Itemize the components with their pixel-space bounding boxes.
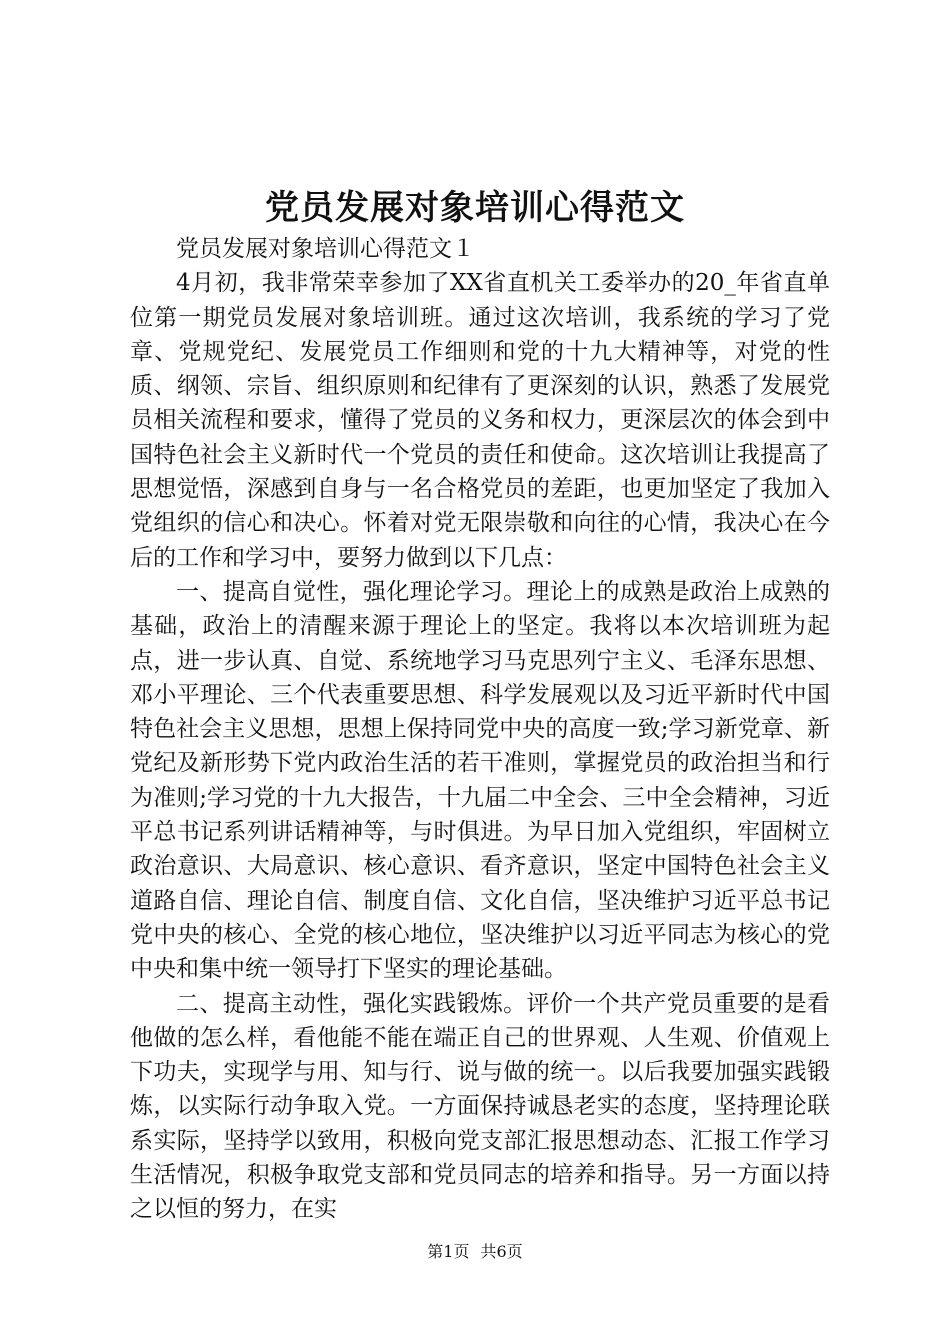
page-number: 第1页 — [427, 1242, 470, 1261]
paragraph-point-two: 二、提高主动性，强化实践锻炼。评价一个共产党员重要的是看他做的怎么样，看他能不能在端正自己的世界观、人生观、价值观上下功夫，实现学与用、知与行、说与做的统一。以后我要加强实践锻炼，以实际行动争取入党。一方面保持诚恳老实的态度，坚持理论联系实际，坚持学以致用，积极向党支部汇报思想动态、汇报工作学习生活情况，积极争取党支部和党员同志的培养和指导。另一方面以持之以恒的努力，在实 — [130, 990, 830, 1223]
paragraph-intro: 4月初，我非常荣幸参加了XX省直机关工委举办的20_年省直单位第一期党员发展对象培训班。通过这次培训，我系统的学习了党章、党规党纪、发展党员工作细则和党的十九大精神等，对党的性质、纲领、宗旨、组织原则和纪律有了更深刻的认识，熟悉了发展党员相关流程和要求，懂得了党员的义务和权力，更深层次的体会到中国特色社会主义新时代一个党员的责任和使命。这次培训让我提高了思想觉悟，深感到自身与一名合格党员的差距，也更加坚定了我加入党组织的信心和决心。怀着对党无限崇敬和向往的心情，我决心在今后的工作和学习中，要努力做到以下几点： — [130, 270, 830, 571]
document-title: 党员发展对象培训心得范文 — [265, 188, 685, 228]
paragraph-subtitle: 党员发展对象培训心得范文１ — [176, 236, 475, 262]
page-total: 共6页 — [480, 1242, 523, 1261]
page-footer — [0, 1242, 950, 1262]
document-body — [130, 232, 830, 1227]
paragraph-point-one: 一、提高自觉性，强化理论学习。理论上的成熟是政治上成熟的基础，政治上的清醒来源于理论上的坚定。我将以本次培训班为起点，进一步认真、自觉、系统地学习马克思列宁主义、毛泽东思想、邓小平理论、三个代表重要思想、科学发展观以及习近平新时代中国特色社会主义思想，思想上保持同党中央的高度一致;学习新党章、新党纪及新形势下党内政治生活的若干准则，掌握党员的政治担当和行为准则;学习党的十九大报告，十九届二中全会、三中全会精神，习近平总书记系列讲话精神等，与时俱进。为早日加入党组织，牢固树立政治意识、大局意识、核心意识、看齐意识，坚定中国特色社会主义道路自信、理论自信、制度自信、文化自信，坚决维护习近平总书记党中央的核心、全党的核心地位，坚决维护以习近平同志为核心的党中央和集中统一领导打下坚实的理论基础。 — [130, 578, 830, 983]
